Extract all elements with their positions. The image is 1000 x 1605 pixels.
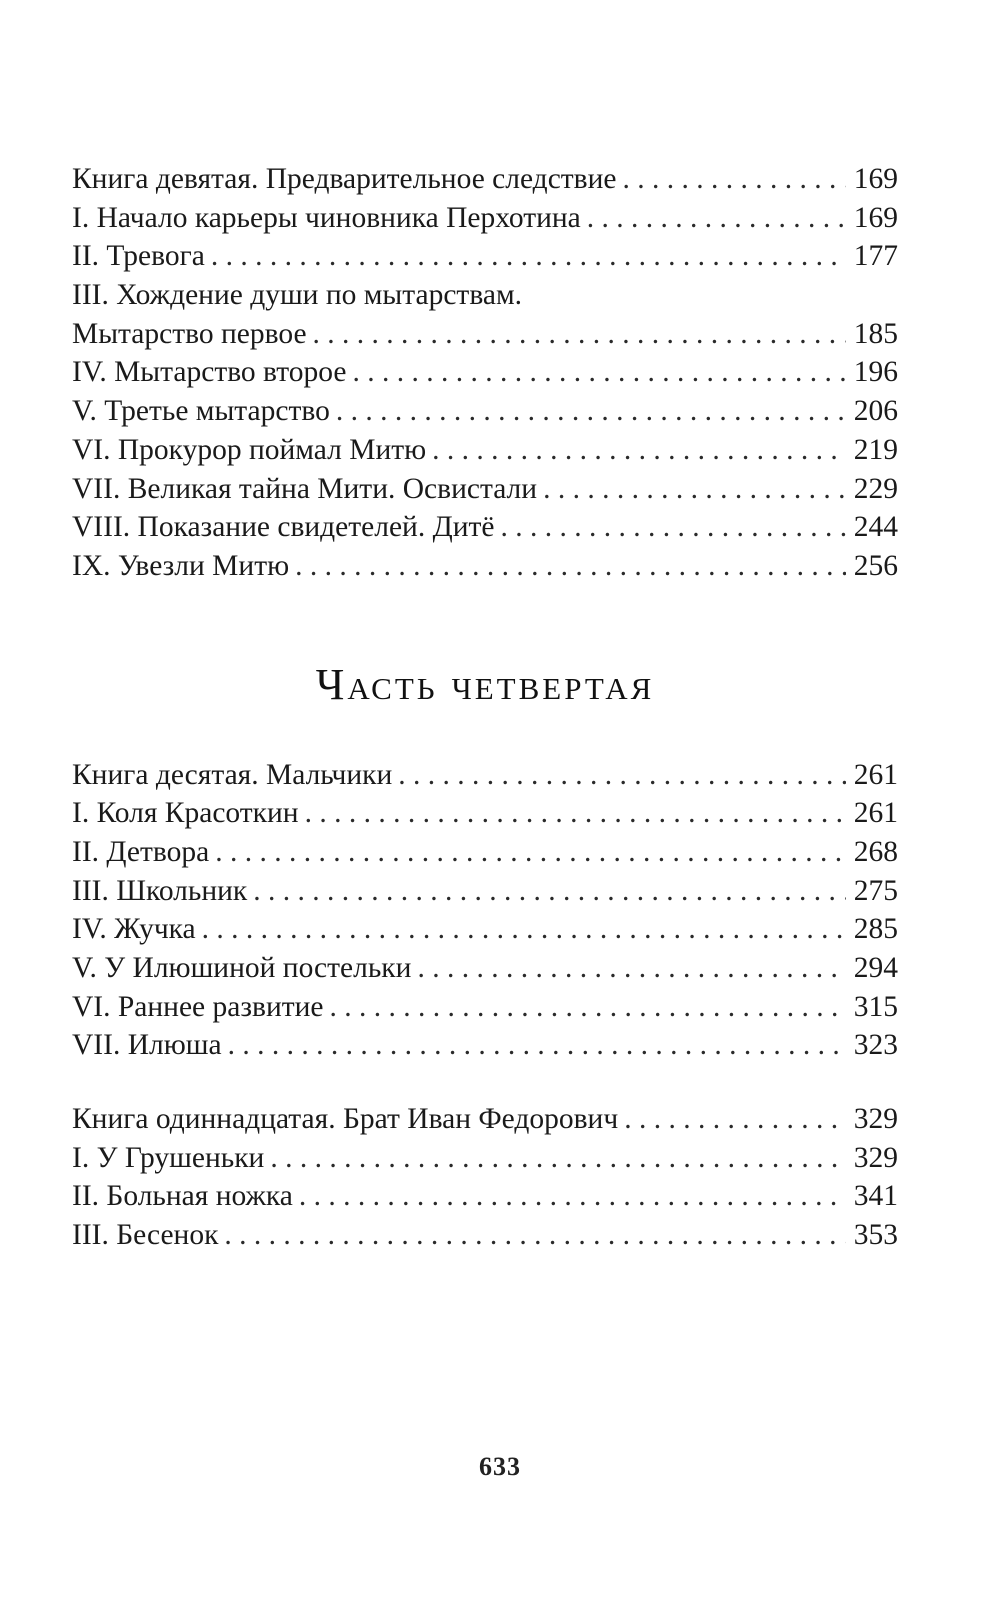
dot-leader [270,1139,845,1178]
toc-entry-title: VI. Прокурор поймал Митю [72,433,427,466]
toc-row [72,508,898,547]
toc-entry-title: II. Тревога [72,240,205,273]
page-number: 633 [479,1452,521,1481]
part-heading: Часть четвертая [315,659,655,709]
toc-row [72,199,898,238]
toc-page-number: 315 [853,990,898,1023]
section-spacer [72,1065,898,1100]
toc-page-number: 261 [853,758,898,791]
dot-leader [417,949,845,988]
toc-row [72,1177,898,1216]
toc-page-number: 341 [853,1180,898,1213]
toc-page-number: 268 [853,835,898,868]
toc-page-number: 256 [853,549,898,582]
toc-row [72,833,898,872]
toc-page-number: 285 [853,913,898,946]
toc-entry-title: I. У Грушеньки [72,1141,265,1174]
toc-entry-title: I. Начало карьеры чиновника Перхотина [72,201,581,234]
table-of-contents [72,160,898,1255]
toc-entry-title: VII. Илюша [72,1029,222,1062]
dot-leader [330,988,846,1027]
toc-page-number: 229 [853,472,898,505]
dot-leader [295,547,846,586]
toc-entry-title: I. Коля Красоткин [72,797,299,830]
toc-page-number: 275 [853,874,898,907]
toc-entry-title: VIII. Показание свидетелей. Дитё [72,511,495,544]
toc-row [72,988,898,1027]
toc-page-number: 244 [853,511,898,544]
toc-row [72,1139,898,1178]
toc-entry-title: Книга одиннадцатая. Брат Иван Федорович [72,1103,619,1136]
toc-page-number: 206 [853,395,898,428]
toc-section-book-eleven [72,1100,898,1255]
toc-entry-title: II. Больная ножка [72,1180,293,1213]
toc-entry-title: VII. Великая тайна Мити. Освистали [72,472,538,505]
dot-leader [215,833,846,872]
dot-leader [543,470,846,509]
toc-row [72,756,898,795]
toc-page-number: 261 [853,797,898,830]
toc-entry-title: Книга девятая. Предварительное следствие [72,163,617,195]
toc-entry-title: III. Школьник [72,874,248,907]
toc-row [72,910,898,949]
toc-entry-title: Книга десятая. Мальчики [72,758,393,791]
toc-row [72,315,898,354]
dot-leader [253,872,845,911]
toc-page-number: 169 [853,163,898,195]
toc-row [72,392,898,431]
toc-page-number: 329 [853,1141,898,1174]
toc-page-number: 177 [853,240,898,273]
toc-entry-title: II. Детвора [72,835,210,868]
dot-leader [432,431,846,470]
toc-row [72,949,898,988]
dot-leader [224,1216,845,1255]
toc-row [72,160,898,199]
dot-leader [299,1177,846,1216]
dot-leader [305,794,846,833]
dot-leader [202,910,846,949]
dot-leader [352,353,845,392]
toc-entry-title: V. У Илюшиной постельки [72,952,412,984]
toc-row [72,431,898,470]
dot-leader [398,756,846,795]
toc-entry-title: VI. Раннее развитие [72,990,324,1023]
dot-leader [501,508,846,547]
toc-page-number: 196 [853,356,898,389]
toc-row [72,1026,898,1065]
dot-leader [336,392,846,431]
toc-entry-title: III. Хождение души по мытарствам. [72,279,523,312]
toc-page-number: 353 [853,1219,898,1252]
toc-row [72,1100,898,1139]
toc-entry-title: IX. Увезли Митю [72,549,290,582]
dot-leader [624,1100,846,1139]
dot-leader [228,1026,846,1065]
toc-page-number: 169 [853,201,898,234]
toc-section-book-ten [72,756,898,1066]
toc-row [72,1216,898,1255]
dot-leader [313,315,846,354]
dot-leader [211,237,846,276]
toc-row [72,276,898,315]
toc-row [72,794,898,833]
toc-row [72,353,898,392]
toc-page-number: 219 [853,433,898,466]
toc-entry-title: IV. Жучка [72,913,196,946]
toc-section-book-nine [72,160,898,586]
toc-page-number: 329 [853,1103,898,1136]
toc-page-number: 294 [853,952,898,984]
toc-entry-title: IV. Мытарство второе [72,356,347,389]
toc-page-number: 185 [853,317,898,350]
toc-entry-title: Мытарство первое [72,317,307,350]
toc-row [72,872,898,911]
toc-row [72,470,898,509]
toc-row [72,547,898,586]
toc-entry-title: III. Бесенок [72,1219,219,1252]
dot-leader [622,160,845,199]
toc-row [72,237,898,276]
dot-leader [587,199,846,238]
toc-entry-title: V. Третье мытарство [72,395,330,428]
toc-page-number: 323 [853,1029,898,1062]
